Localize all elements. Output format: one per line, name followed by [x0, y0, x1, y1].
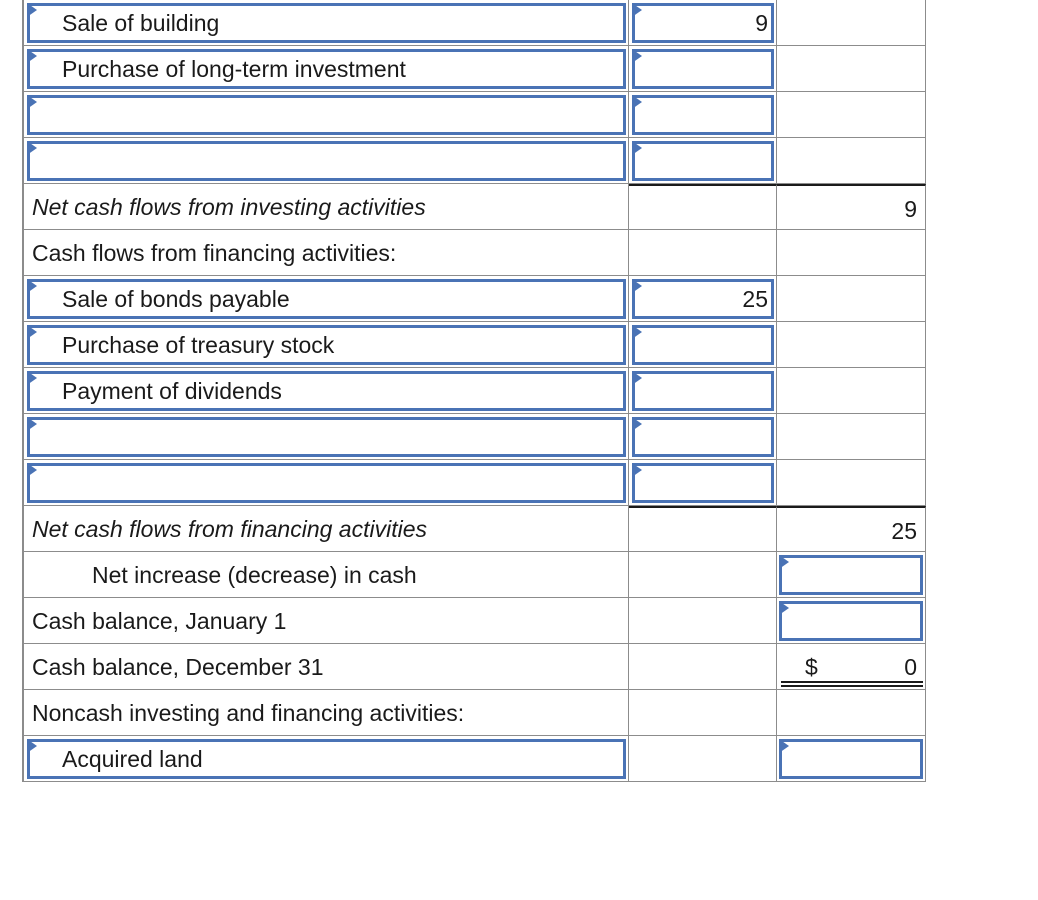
row-label: Cash balance, December 31: [32, 654, 324, 680]
amount-cell-1[interactable]: [629, 414, 777, 460]
row-net-financing: [22, 506, 926, 552]
row-financing-heading: [22, 230, 926, 276]
amount-cell-2: [777, 92, 926, 138]
amount-input[interactable]: [779, 739, 923, 779]
amount-cell-2: [777, 0, 926, 46]
label-cell[interactable]: [22, 276, 629, 322]
amount-cell-2: [777, 368, 926, 414]
amount-cell-2: [777, 460, 926, 506]
amount-value: 9: [755, 10, 768, 36]
label-cell[interactable]: [22, 368, 629, 414]
amount-cell-1: [629, 736, 777, 782]
row-blank-financing-2: [22, 460, 926, 506]
amount-cell-2: [777, 414, 926, 460]
row-net-increase-in-cash: [22, 552, 926, 598]
row-label: Noncash investing and financing activities:: [32, 700, 465, 726]
row-label: Sale of bonds payable: [62, 286, 290, 312]
row-acquired-land: [22, 736, 926, 782]
amount-cell-1[interactable]: [629, 138, 777, 184]
amount-cell-2[interactable]: [777, 552, 926, 598]
label-cell: [22, 506, 629, 552]
amount-cell-1[interactable]: [629, 322, 777, 368]
label-cell[interactable]: [22, 736, 629, 782]
amount-cell-1[interactable]: [629, 92, 777, 138]
amount-cell-1[interactable]: [629, 0, 777, 46]
row-label: Net cash flows from investing activities: [32, 194, 426, 220]
amount-cell-1: [629, 184, 777, 230]
label-cell: [22, 690, 629, 736]
label-input[interactable]: [27, 463, 626, 503]
total-value: 0: [904, 654, 917, 680]
amount-input[interactable]: [779, 601, 923, 641]
row-label: Purchase of treasury stock: [62, 332, 335, 358]
row-noncash-heading: [22, 690, 926, 736]
amount-cell-2: [777, 690, 926, 736]
amount-input[interactable]: [632, 463, 774, 503]
amount-cell-1: [629, 230, 777, 276]
label-input[interactable]: [27, 417, 626, 457]
amount-cell-2: [777, 322, 926, 368]
cash-flow-worksheet: [22, 0, 926, 782]
amount-cell-1[interactable]: [629, 46, 777, 92]
row-blank-investing-1: [22, 92, 926, 138]
amount-cell-1[interactable]: [629, 368, 777, 414]
label-cell: [22, 552, 629, 598]
amount-cell-2: [777, 276, 926, 322]
row-label: Purchase of long-term investment: [62, 56, 406, 82]
label-cell: [22, 184, 629, 230]
row-label: Payment of dividends: [62, 378, 282, 404]
currency-symbol: $: [805, 654, 818, 680]
label-cell: [22, 644, 629, 690]
amount-cell-1: [629, 690, 777, 736]
row-label: Sale of building: [62, 10, 220, 36]
label-cell[interactable]: [22, 46, 629, 92]
amount-cell-2[interactable]: [777, 736, 926, 782]
amount-cell-1: [629, 506, 777, 552]
row-blank-financing-1: [22, 414, 926, 460]
amount-cell-1[interactable]: [629, 276, 777, 322]
row-payment-of-dividends: [22, 368, 926, 414]
row-cash-balance-dec-31: [22, 644, 926, 690]
row-blank-investing-2: [22, 138, 926, 184]
row-sale-of-building: [22, 0, 926, 46]
row-label: Acquired land: [62, 746, 203, 772]
label-cell: [22, 230, 629, 276]
label-cell[interactable]: [22, 322, 629, 368]
row-cash-balance-jan-1: [22, 598, 926, 644]
double-underline: [781, 681, 923, 687]
amount-cell-2: [777, 184, 926, 230]
amount-input[interactable]: [632, 49, 774, 89]
amount-cell-1: [629, 598, 777, 644]
amount-input[interactable]: [632, 371, 774, 411]
label-input[interactable]: [27, 141, 626, 181]
amount-cell-2: [777, 506, 926, 552]
amount-cell-2: [777, 46, 926, 92]
label-input[interactable]: [27, 95, 626, 135]
amount-cell-1: [629, 644, 777, 690]
total-value: 25: [891, 518, 917, 544]
row-label: Net cash flows from financing activities: [32, 516, 427, 542]
row-label: Net increase (decrease) in cash: [92, 562, 417, 588]
row-label: Cash balance, January 1: [32, 608, 287, 634]
row-net-investing: [22, 184, 926, 230]
amount-value: 25: [742, 286, 768, 312]
amount-cell-2: [777, 644, 926, 690]
amount-cell-2: [777, 230, 926, 276]
label-cell[interactable]: [22, 414, 629, 460]
amount-input[interactable]: [632, 417, 774, 457]
label-cell: [22, 598, 629, 644]
amount-input[interactable]: [632, 141, 774, 181]
amount-input[interactable]: [632, 325, 774, 365]
label-cell[interactable]: [22, 460, 629, 506]
row-purchase-treasury-stock: [22, 322, 926, 368]
total-value: 9: [904, 196, 917, 222]
label-cell[interactable]: [22, 0, 629, 46]
row-sale-of-bonds: [22, 276, 926, 322]
amount-cell-2: [777, 138, 926, 184]
row-label: Cash flows from financing activities:: [32, 240, 397, 266]
row-purchase-long-term-investment: [22, 46, 926, 92]
amount-cell-1: [629, 552, 777, 598]
amount-input[interactable]: [779, 555, 923, 595]
amount-input[interactable]: [632, 95, 774, 135]
amount-cell-1[interactable]: [629, 460, 777, 506]
label-cell[interactable]: [22, 92, 629, 138]
label-cell[interactable]: [22, 138, 629, 184]
amount-cell-2[interactable]: [777, 598, 926, 644]
amount-input[interactable]: [632, 3, 774, 43]
